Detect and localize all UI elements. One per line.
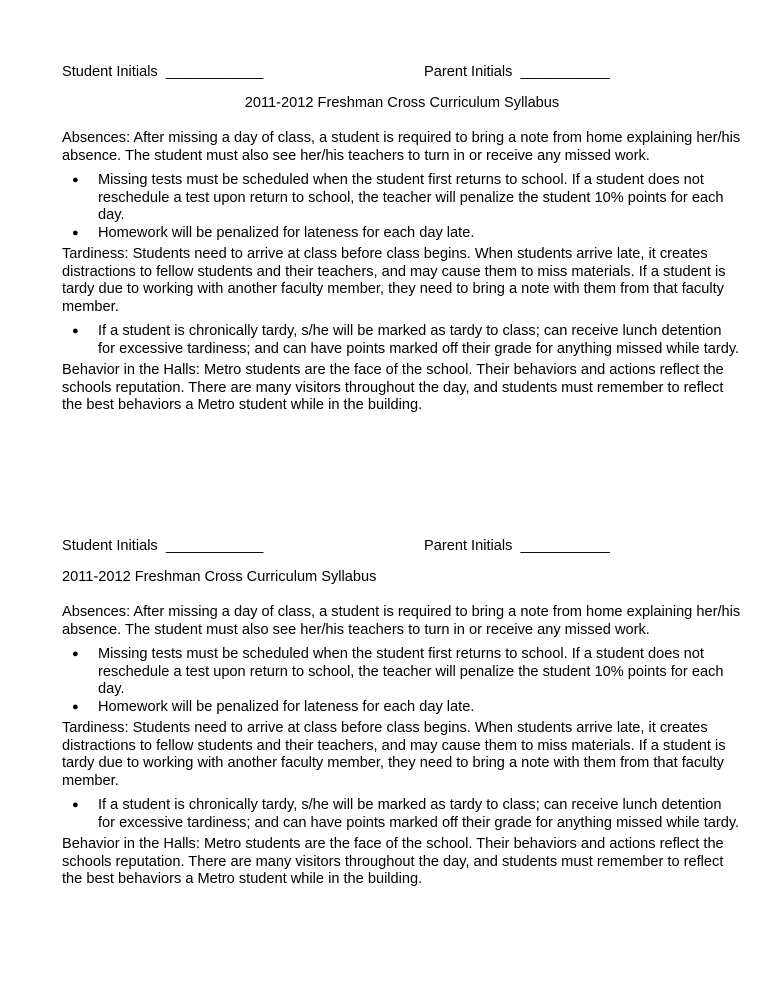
list-item-text: Homework will be penalized for lateness for each day late. [98,224,475,241]
parent-initials-line: Parent Initials ___________ [424,538,610,554]
student-initials-line: Student Initials ____________ [62,538,264,554]
bullet-icon: ● [72,799,79,811]
bullet-icon: ● [72,648,79,660]
tardiness-paragraph: Tardiness: Students need to arrive at class before class begins. When students arrive late, it creates distractions to fellow students and their teachers, and may cause them to miss materials. If a student is tardy due to working with another faculty member, they need to bring a note with them from that faculty member. [62,246,726,315]
tardiness-paragraph: Tardiness: Students need to arrive at class before class begins. When students arrive late, it creates distractions to fellow students and their teachers, and may cause them to miss materials. If a student is tardy due to working with another faculty member, they need to bring a note with them from that faculty member. [62,720,726,789]
student-initials-line: Student Initials ____________ [62,64,264,80]
list-item-text: If a student is chronically tardy, s/he will be marked as tardy to class; can receive lunch detention for excessive tardiness; and can have points marked off their grade for anything missed while tardy. [98,323,740,357]
syllabus-copy-bottom [62,538,742,889]
behavior-paragraph: Behavior in the Halls: Metro students are the face of the school. Their behaviors and actions reflect the schools reputation. There are many visitors throughout the day, and students must remember to reflect the best behaviors a Metro student while in the building. [62,836,724,887]
bullet-icon: ● [72,325,79,337]
list-item-text: Missing tests must be scheduled when the student first returns to school. If a student does not reschedule a test upon return to school, the teacher will penalize the student 10% points for each day. [98,172,724,223]
syllabus-title: 2011-2012 Freshman Cross Curriculum Syllabus [244,95,560,111]
list-item [72,323,742,358]
parent-initials-line: Parent Initials ___________ [424,64,610,80]
list-item [72,646,742,699]
absences-bullet-list [62,646,742,716]
list-item [72,698,742,717]
absences-paragraph: Absences: After missing a day of class, a student is required to bring a note from home explaining her/his absence. The student must also see her/his teachers to turn in or receive any missed work. [62,130,741,164]
list-item-text: Missing tests must be scheduled when the student first returns to school. If a student does not reschedule a test upon return to school, the teacher will penalize the student 10% points for each day. [98,646,724,697]
list-item-text: If a student is chronically tardy, s/he will be marked as tardy to class; can receive lunch detention for excessive tardiness; and can have points marked off their grade for anything missed while tardy. [98,797,740,831]
behavior-paragraph: Behavior in the Halls: Metro students are the face of the school. Their behaviors and actions reflect the schools reputation. There are many visitors throughout the day, and students must remember to reflect the best behaviors a Metro student while in the building. [62,362,724,413]
list-item [72,797,742,832]
list-item [72,172,742,225]
tardiness-bullet-list [62,797,742,832]
initials-row [62,538,742,556]
list-item-text: Homework will be penalized for lateness for each day late. [98,698,475,715]
initials-row [62,64,742,82]
tardiness-bullet-list [62,323,742,358]
syllabus-copy-top [62,64,742,415]
bullet-icon: ● [72,174,79,186]
absences-paragraph: Absences: After missing a day of class, a student is required to bring a note from home explaining her/his absence. The student must also see her/his teachers to turn in or receive any missed work. [62,604,741,638]
syllabus-title: 2011-2012 Freshman Cross Curriculum Syllabus [62,569,377,585]
absences-bullet-list [62,172,742,242]
list-item [72,224,742,243]
bullet-icon: ● [72,700,79,713]
bullet-icon: ● [72,226,79,239]
